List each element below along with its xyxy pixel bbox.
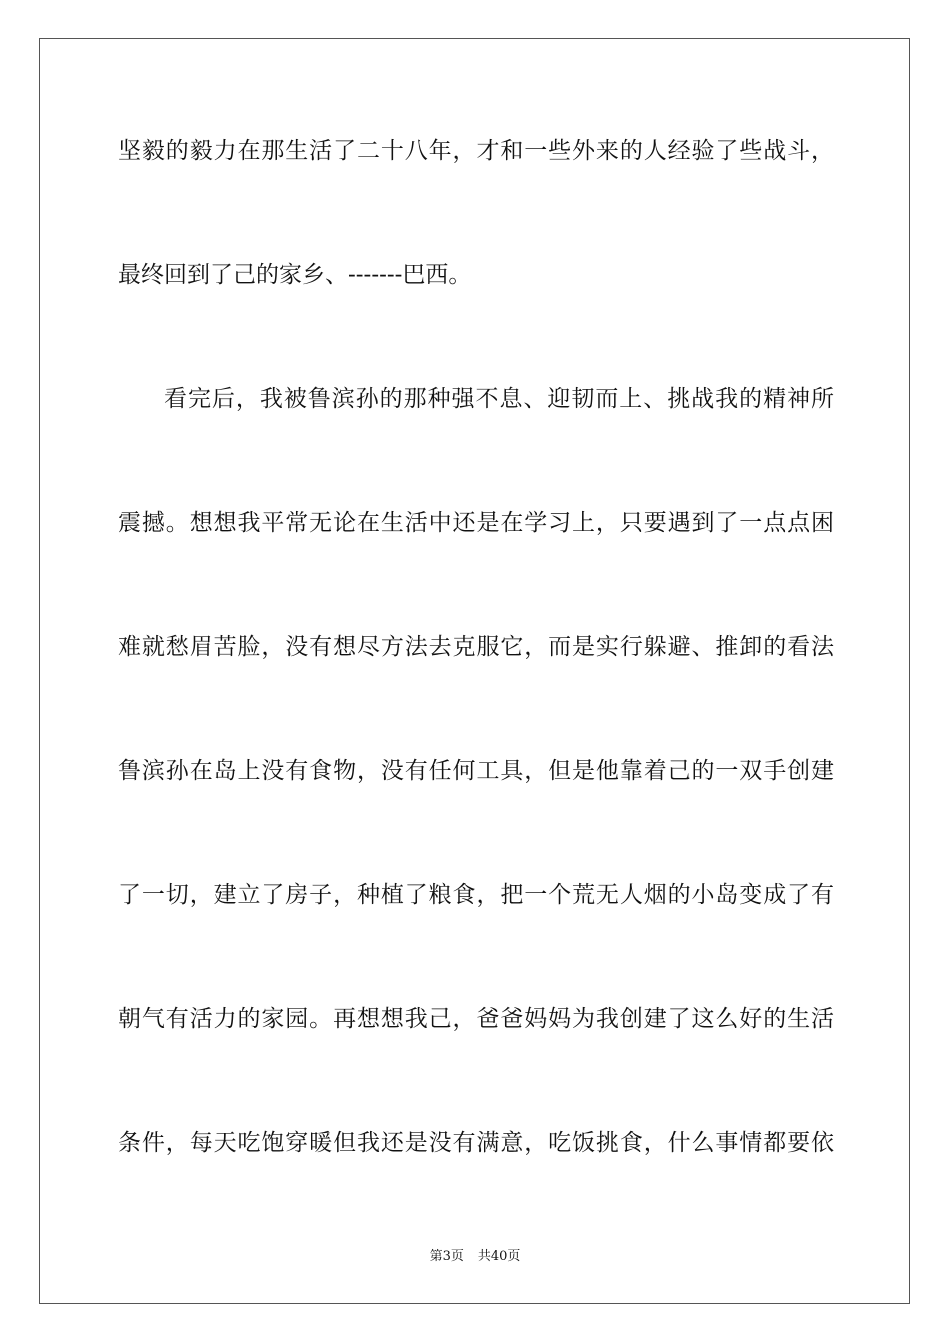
page-footer (0, 1248, 950, 1266)
text-line-8: 朝气有活力的家园。再想想我己，爸爸妈妈为我创建了这么好的生活 (118, 1006, 834, 1032)
page-border (39, 38, 910, 1304)
text-line-9: 条件，每天吃饱穿暖但我还是没有满意，吃饭挑食，什么事情都要依 (118, 1130, 834, 1156)
text-line-3: 看完后，我被鲁滨孙的那种强不息、迎韧而上、挑战我的精神所 (164, 386, 834, 412)
text-line-2: 最终回到了己的家乡、-------巴西。 (118, 262, 472, 288)
text-line-5: 难就愁眉苦脸，没有想尽方法去克服它，而是实行躲避、推卸的看法 (118, 634, 834, 660)
text-line-1: 坚毅的毅力在那生活了二十八年，才和一些外来的人经验了些战斗， (118, 138, 834, 164)
text-line-4: 震撼。想想我平常无论在生活中还是在学习上，只要遇到了一点点困 (118, 510, 834, 536)
text-line-7: 了一切，建立了房子，种植了粮食，把一个荒无人烟的小岛变成了有 (118, 882, 834, 908)
text-line-6: 鲁滨孙在岛上没有食物，没有任何工具，但是他靠着己的一双手创建 (118, 758, 834, 784)
page-total: 共40页 (477, 1249, 521, 1264)
page-number: 第3页 (429, 1249, 464, 1264)
